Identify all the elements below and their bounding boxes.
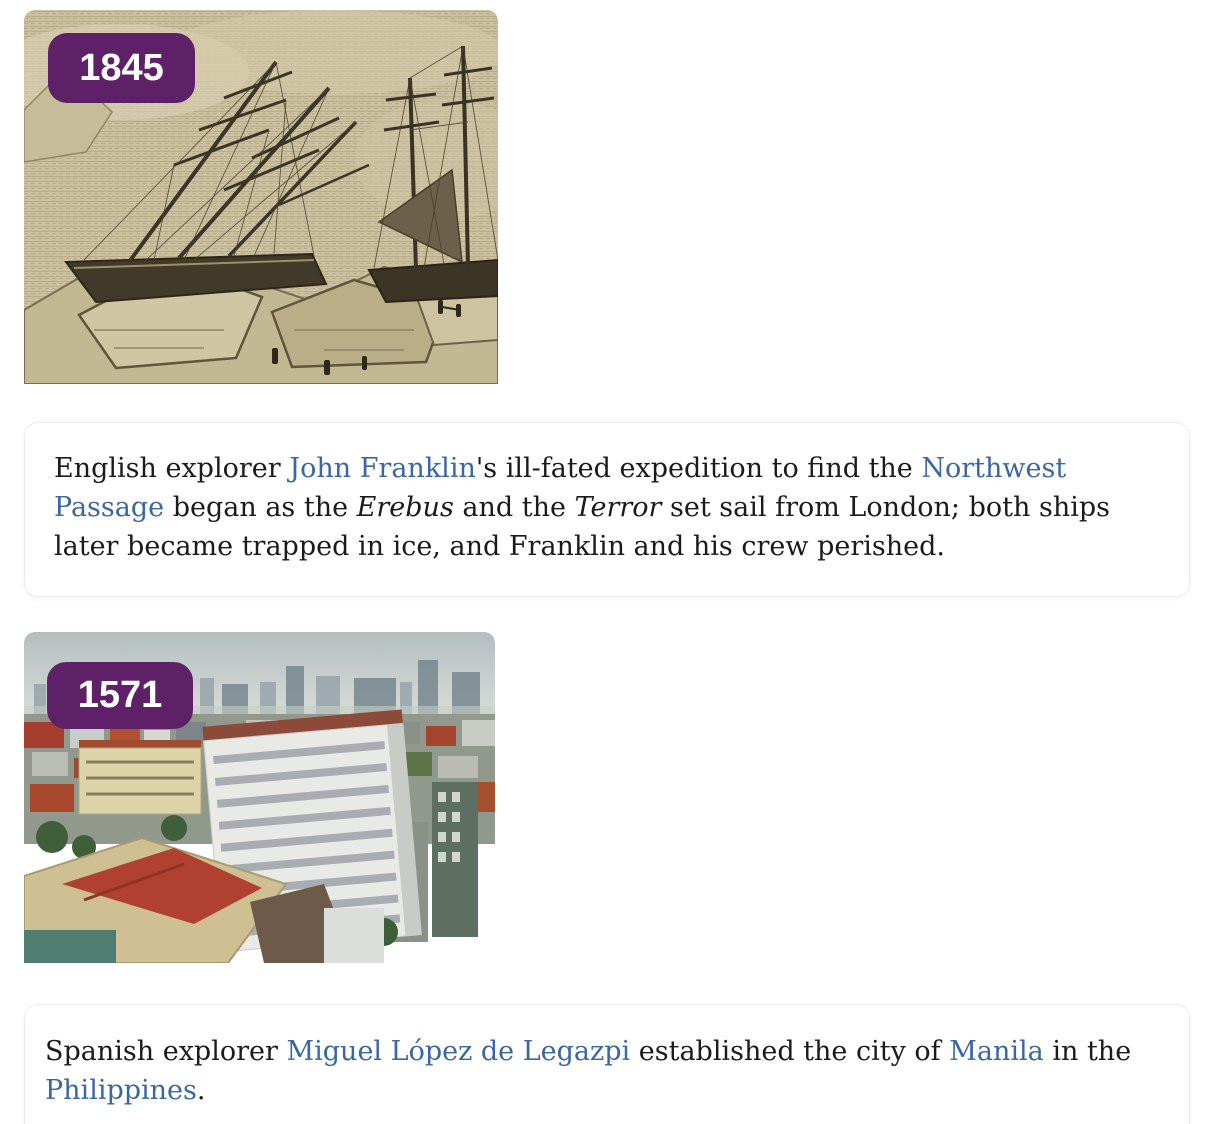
text-segment: set sail from London; both ships later became trapped in ice, and Franklin and his crew perished. — [54, 492, 1110, 562]
text-segment: in the — [1043, 1036, 1132, 1067]
event-thumbnail-1845[interactable] — [24, 10, 498, 384]
year-badge: 1571 — [47, 662, 193, 729]
text-segment: and the — [453, 492, 575, 523]
link-northwest-passage[interactable]: Northwest Passage — [54, 453, 1067, 523]
event-thumbnail-1571[interactable] — [24, 632, 495, 963]
ship-name-terror: Terror — [574, 492, 662, 523]
event-card — [24, 1004, 1190, 1124]
link-manila[interactable]: Manila — [949, 1036, 1044, 1067]
text-segment: English explorer — [54, 453, 290, 484]
event-block-1571 — [0, 632, 1210, 1124]
link-miguel-lopez-de-legazpi[interactable]: Miguel López de Legazpi — [286, 1036, 631, 1067]
text-segment: 's ill-fated expedition to find the — [475, 453, 922, 484]
event-block-1845 — [0, 10, 1210, 597]
text-segment: established the city of — [630, 1036, 950, 1067]
event-description — [54, 449, 1162, 566]
link-philippines[interactable]: Philippines — [45, 1075, 197, 1106]
year-badge: 1845 — [48, 33, 195, 103]
ship-name-erebus: Erebus — [356, 492, 454, 523]
text-segment: began as the — [164, 492, 357, 523]
link-john-franklin[interactable]: John Franklin — [289, 453, 476, 484]
event-card — [24, 422, 1190, 597]
text-segment: . — [196, 1075, 206, 1106]
event-description — [45, 1032, 1157, 1110]
text-segment: Spanish explorer — [45, 1036, 287, 1067]
